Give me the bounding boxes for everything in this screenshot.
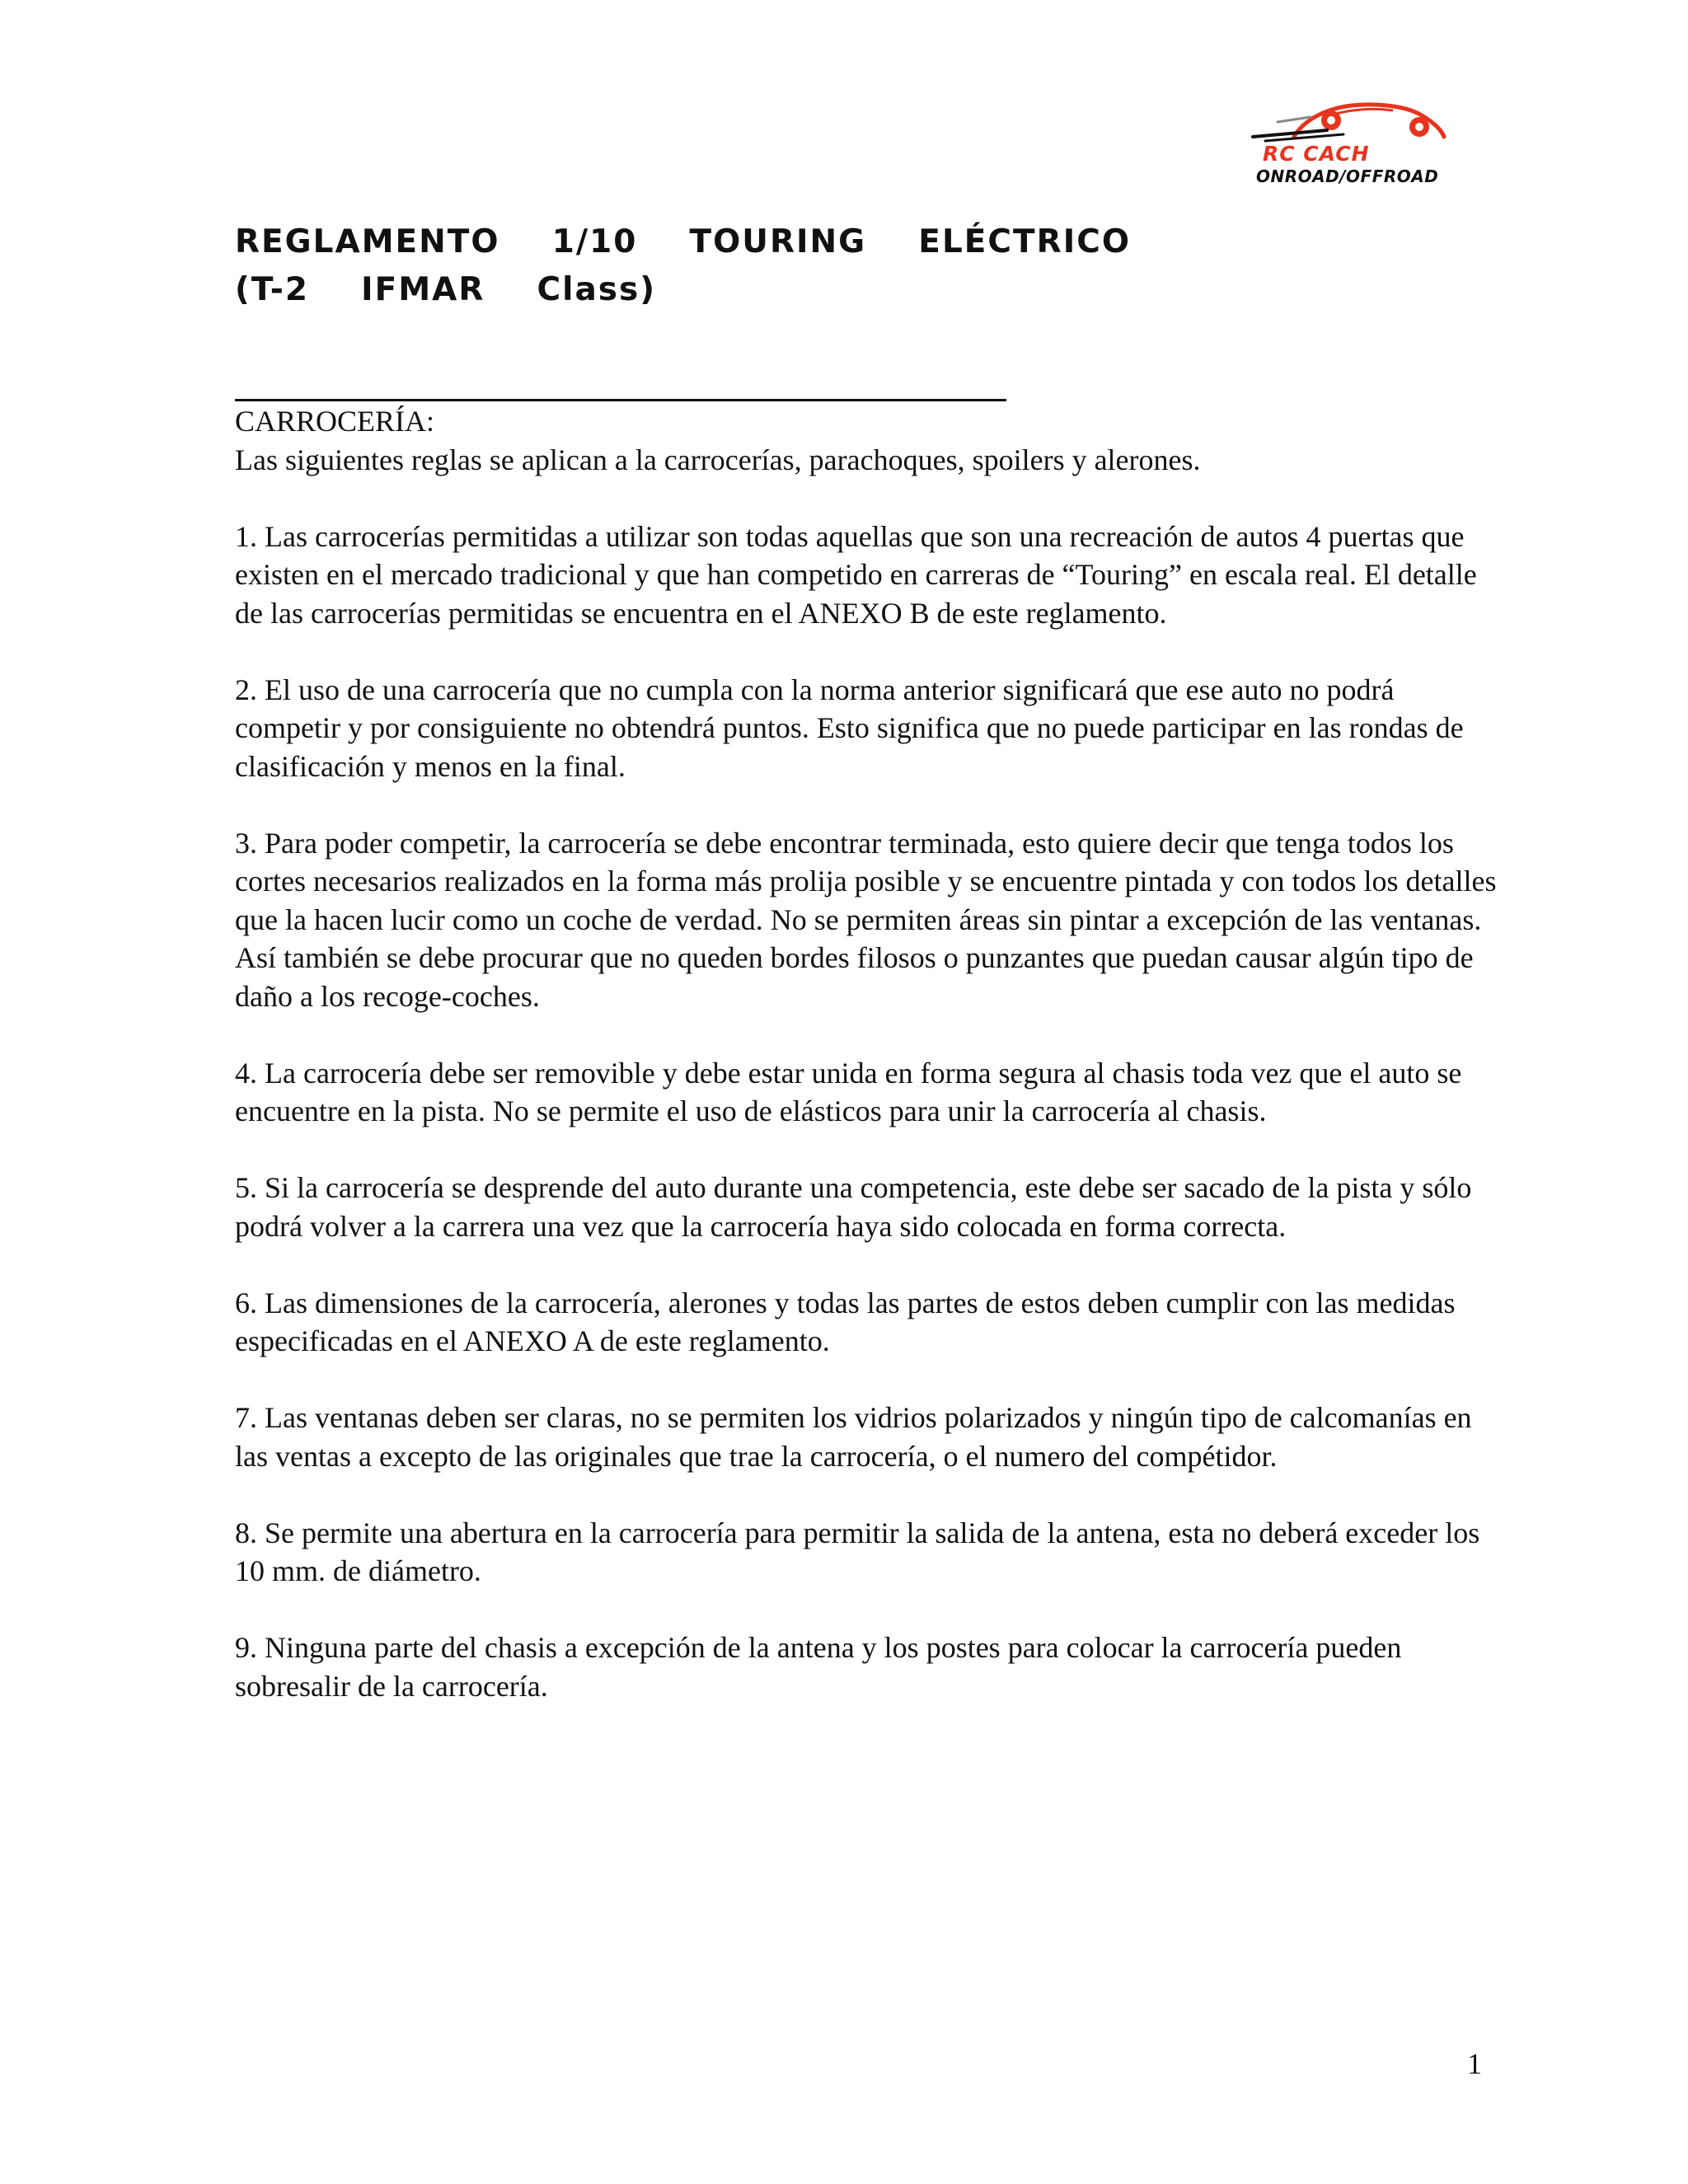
rule-item-2: 2. El uso de una carrocería que no cumpla con la norma anterior significará que ese auto no podrá competir y por consiguiente no obtendrá puntos. Esto significa que no puede participar en las rondas de clasificación y menos en la final. [235, 673, 1464, 783]
rule-item-1: 1. Las carrocerías permitidas a utilizar son todas aquellas que son una recreación de autos 4 puertas que existen en el mercado tradicional y que han competido en carreras de “Touring” en escala real. El detalle de las carrocerías permitidas se encuentra en el ANEXO B de este reglamento. [235, 519, 1477, 630]
rule-item-4: 4. La carrocería debe ser removible y debe estar unida en forma segura al chasis toda vez que el auto se encuentre en la pista. No se permite el uso de elásticos para unir la carrocería al chasis. [235, 1056, 1462, 1127]
logo-tagline-text: ONROAD/OFFROAD [1256, 166, 1439, 186]
document-title [235, 218, 1131, 314]
rule-item-8: 8. Se permite una abertura en la carrocería para permitir la salida de la antena, esta no deberá exceder los 10 mm. de diámetro. [235, 1516, 1480, 1587]
rc-cach-logo [1245, 97, 1459, 188]
section-heading: CARROCERÍA: [235, 405, 435, 438]
page-number: 1 [1467, 2047, 1482, 2080]
document-title-line-1: REGLAMENTO 1/10 TOURING ELÉCTRICO [235, 223, 1131, 260]
rule-item-6: 6. Las dimensiones de la carrocería, alerones y todas las partes de estos deben cumplir con las medidas especificadas en el ANEXO A de este reglamento. [235, 1286, 1456, 1357]
title-separator-rule [235, 399, 1006, 401]
document-title-line-2: (T-2 IFMAR Class) [235, 271, 657, 308]
section-intro: Las siguientes reglas se aplican a la carrocerías, parachoques, spoilers y alerones. [235, 443, 1201, 476]
document-body [235, 402, 1504, 1744]
logo-brand-text: RC CACH [1263, 142, 1370, 166]
rule-item-5: 5. Si la carrocería se desprende del auto durante una competencia, este debe ser sacado de la pista y sólo podrá volver a la carrera una vez que la carrocería haya sido colocada en forma correcta. [235, 1171, 1472, 1243]
rule-item-7: 7. Las ventanas deben ser claras, no se permiten los vidrios polarizados y ningún tipo de calcomanías en las ventas a excepto de las originales que trae la carrocería, o el numero del compétidor. [235, 1401, 1472, 1473]
rule-item-9: 9. Ninguna parte del chasis a excepción de la antena y los postes para colocar la carrocería pueden sobresalir de la carrocería. [235, 1631, 1402, 1703]
race-car-icon [1245, 97, 1459, 147]
rule-item-3: 3. Para poder competir, la carrocería se debe encontrar terminada, esto quiere decir que tenga todos los cortes necesarios realizados en la forma más prolija posible y se encuentre pintada y con todos los detalles que la hacen lucir como un coche de verdad. No se permiten áreas sin pintar a excepción de las ventanas. Así también se debe procurar que no queden bordes filosos o punzantes que puedan causar algún tipo de daño a los recoge-coches. [235, 826, 1497, 1013]
